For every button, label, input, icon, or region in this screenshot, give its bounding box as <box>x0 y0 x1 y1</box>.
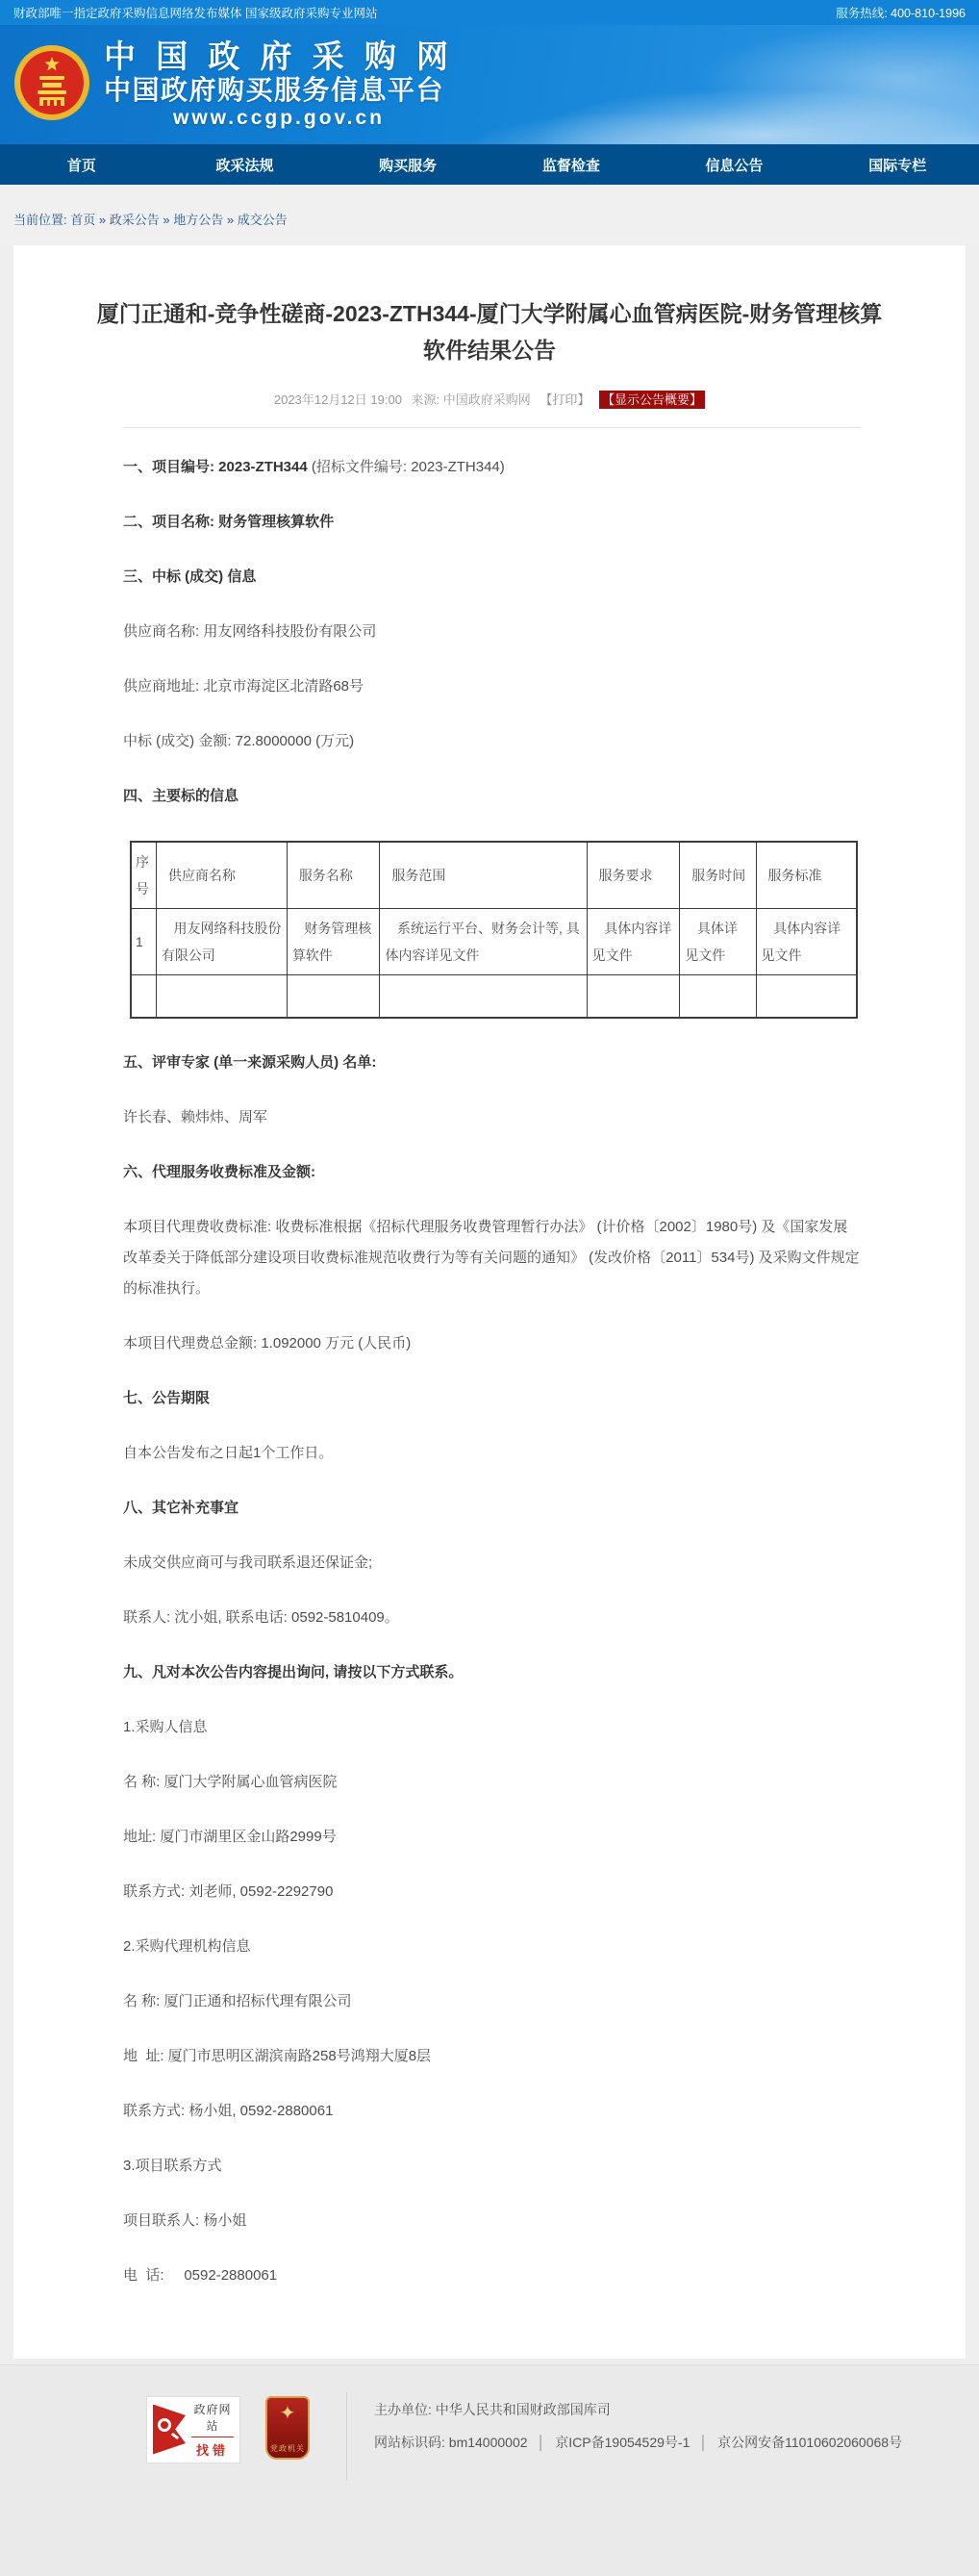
site-registration-info <box>374 2433 902 2452</box>
footer-separator: │ <box>699 2434 709 2450</box>
paragraph: 联系方式: 杨小姐, 0592-2880061 <box>123 2102 334 2119</box>
paragraph: 未成交供应商可与我司联系退还保证金; <box>123 1553 373 1571</box>
breadcrumb-link[interactable]: 政采公告 <box>109 213 160 227</box>
party-gov-badge-icon[interactable]: ✦ 党政机关 <box>265 2396 310 2460</box>
service-hotline: 服务热线: 400-810-1996 <box>836 7 966 20</box>
nav-item-5[interactable]: 信息公告 <box>705 157 764 174</box>
table-cell <box>156 975 287 1018</box>
breadcrumb-link[interactable]: 地方公告 <box>173 213 224 227</box>
paragraph: 自本公告发布之日起1个工作日。 <box>123 1444 334 1461</box>
nav-item-4[interactable]: 监督检查 <box>541 157 600 174</box>
title-divider <box>123 427 861 428</box>
paragraph: 1.采购人信息 <box>123 1718 208 1735</box>
paragraph: 名 称: 厦门大学附属心血管病医院 <box>123 1773 338 1790</box>
site-identity <box>104 39 454 131</box>
paragraph: 电 话: 0592-2880061 <box>123 2266 278 2284</box>
footer-separator: │ <box>537 2434 546 2450</box>
gov-site-error-report-badge[interactable] <box>146 2396 240 2463</box>
publish-date: 2023年12月12日 19:00 <box>273 392 402 407</box>
table-header-cell: 服务名称 <box>287 842 380 909</box>
article-content <box>123 452 861 2291</box>
footer-info <box>374 2396 902 2576</box>
table-header-row <box>131 842 857 909</box>
paragraph: 联系人: 沈小姐, 联系电话: 0592-5810409。 <box>123 1608 399 1626</box>
footer-meta-item: 京公网安备11010602060068号 <box>717 2434 903 2450</box>
paragraph: 五、评审专家 (单一来源采购人员) 名单: <box>123 1053 377 1071</box>
table-cell: 具体内容详见文件 <box>756 909 857 975</box>
site-subtitle: 中国政府购买服务信息平台 <box>104 74 445 105</box>
badge-find-top-label: 政府网站 <box>191 2401 234 2437</box>
breadcrumb-separator: » <box>223 213 238 227</box>
table-cell <box>680 975 756 1018</box>
paragraph: 名 称: 厦门正通和招标代理有限公司 <box>123 1992 352 2009</box>
paragraph: 六、代理服务收费标准及金额: <box>123 1163 315 1180</box>
print-button[interactable]: 【打印】 <box>540 392 590 407</box>
table-header-cell: 服务要求 <box>587 842 680 909</box>
main-navigation <box>0 144 979 185</box>
source-label: 来源: 中国政府采购网 <box>411 392 531 407</box>
table-cell: 用友网络科技股份有限公司 <box>156 909 287 975</box>
paragraph: 项目联系人: 杨小姐 <box>123 2211 247 2229</box>
page-title-line2: 软件结果公告 <box>423 338 556 363</box>
paragraph: 3.项目联系方式 <box>123 2157 222 2174</box>
paragraph: 三、中标 (成交) 信息 <box>123 568 257 585</box>
breadcrumb-link[interactable]: 成交公告 <box>237 213 288 227</box>
footer-meta-item: 京ICP备19054529号-1 <box>555 2434 690 2450</box>
table-row <box>131 909 857 975</box>
paragraph: 七、公告期限 <box>123 1389 211 1406</box>
paragraph: 本项目代理费收费标准: 收费标准根据《招标代理服务收费管理暂行办法》 (计价格〔2002〕1980号) 及《国家发展改革委关于降低部分建设项目收费标准规范收费行为等有关问题的通知》 (发改价格〔2011〕534号) 及采购文件规定的标准执行。 <box>123 1218 860 1297</box>
paragraph: 八、其它补充事宜 <box>123 1499 239 1516</box>
footer-meta-item: 网站标识码: bm14000002 <box>374 2434 528 2450</box>
article-meta <box>13 390 966 408</box>
show-summary-button[interactable]: 【显示公告概要】 <box>599 391 705 409</box>
paragraph: 九、凡对本次公告内容提出询问, 请按以下方式联系。 <box>123 1663 464 1680</box>
table-cell: 具体详见文件 <box>680 909 756 975</box>
breadcrumb-link[interactable]: 首页 <box>70 213 96 227</box>
table-cell: 1 <box>131 909 156 975</box>
paragraph: 供应商名称: 用友网络科技股份有限公司 <box>123 623 377 640</box>
top-strip <box>0 0 979 25</box>
bid-result-table <box>130 841 858 1019</box>
table-header-cell: 供应商名称 <box>156 842 287 909</box>
badge-find-bottom-label: 找错 <box>195 2442 229 2458</box>
paragraph: 地 址: 厦门市思明区湖滨南路258号鸿翔大厦8层 <box>123 2047 432 2064</box>
paragraph: 2.采购代理机构信息 <box>123 1937 251 1955</box>
table-header-cell: 服务标准 <box>756 842 857 909</box>
table-header-cell: 服务范围 <box>380 842 587 909</box>
host-organization: 主办单位: 中华人民共和国财政部国库司 <box>374 2401 611 2417</box>
table-cell: 财务管理核算软件 <box>287 909 380 975</box>
nav-item-3[interactable]: 购买服务 <box>379 157 438 174</box>
table-cell: 具体内容详见文件 <box>587 909 680 975</box>
table-cell <box>131 975 156 1018</box>
paragraph: 一、项目编号: 2023-ZTH344 (招标文件编号: 2023-ZTH344) <box>123 459 505 475</box>
paragraph: 中标 (成交) 金额: 72.8000000 (万元) <box>123 733 355 749</box>
breadcrumb-separator: » <box>95 213 110 227</box>
breadcrumb <box>0 185 979 245</box>
media-designation-text: 财政部唯一指定政府采购信息网络发布媒体 国家级政府采购专业网站 <box>13 7 378 20</box>
paragraph: 许长春、赖炜炜、周军 <box>123 1108 268 1125</box>
table-header-cell: 序号 <box>131 842 156 909</box>
national-emblem-icon <box>13 44 90 126</box>
magnifier-icon <box>153 2405 186 2455</box>
nav-item-1[interactable]: 首页 <box>66 157 96 174</box>
table-row <box>131 975 857 1018</box>
site-header <box>0 25 979 144</box>
article-card <box>13 245 966 2359</box>
site-name: 中 国 政 府 采 购 网 <box>104 38 455 74</box>
site-url: www.ccgp.gov.cn <box>172 106 386 129</box>
paragraph: 地址: 厦门市湖里区金山路2999号 <box>123 1828 337 1845</box>
table-header-cell: 服务时间 <box>680 842 756 909</box>
page-title-line1: 厦门正通和-竞争性磋商-2023-ZTH344-厦门大学附属心血管病医院-财务管理核算 <box>96 301 883 326</box>
paragraph: 联系方式: 刘老师, 0592-2292790 <box>123 1882 334 1900</box>
paragraph: 四、主要标的信息 <box>123 788 239 804</box>
paragraph: 二、项目名称: 财务管理核算软件 <box>123 514 335 530</box>
table-cell <box>756 975 857 1018</box>
table-cell: 系统运行平台、财务会计等, 具体内容详见文件 <box>380 909 587 975</box>
paragraph: 本项目代理费总金额: 1.092000 万元 (人民币) <box>123 1334 412 1351</box>
table-cell <box>587 975 680 1018</box>
party-gov-badge-label: 党政机关 <box>270 2443 305 2453</box>
nav-item-2[interactable]: 政采法规 <box>215 157 274 174</box>
table-cell <box>287 975 380 1018</box>
footer-divider <box>346 2392 347 2481</box>
table-cell <box>380 975 587 1018</box>
breadcrumb-separator: » <box>159 213 174 227</box>
page-title <box>13 245 966 368</box>
page-footer <box>0 2364 979 2576</box>
paragraph: 供应商地址: 北京市海淀区北清路68号 <box>123 678 364 695</box>
nav-item-6[interactable]: 国际专栏 <box>868 157 927 174</box>
breadcrumb-label: 当前位置: <box>13 213 67 227</box>
